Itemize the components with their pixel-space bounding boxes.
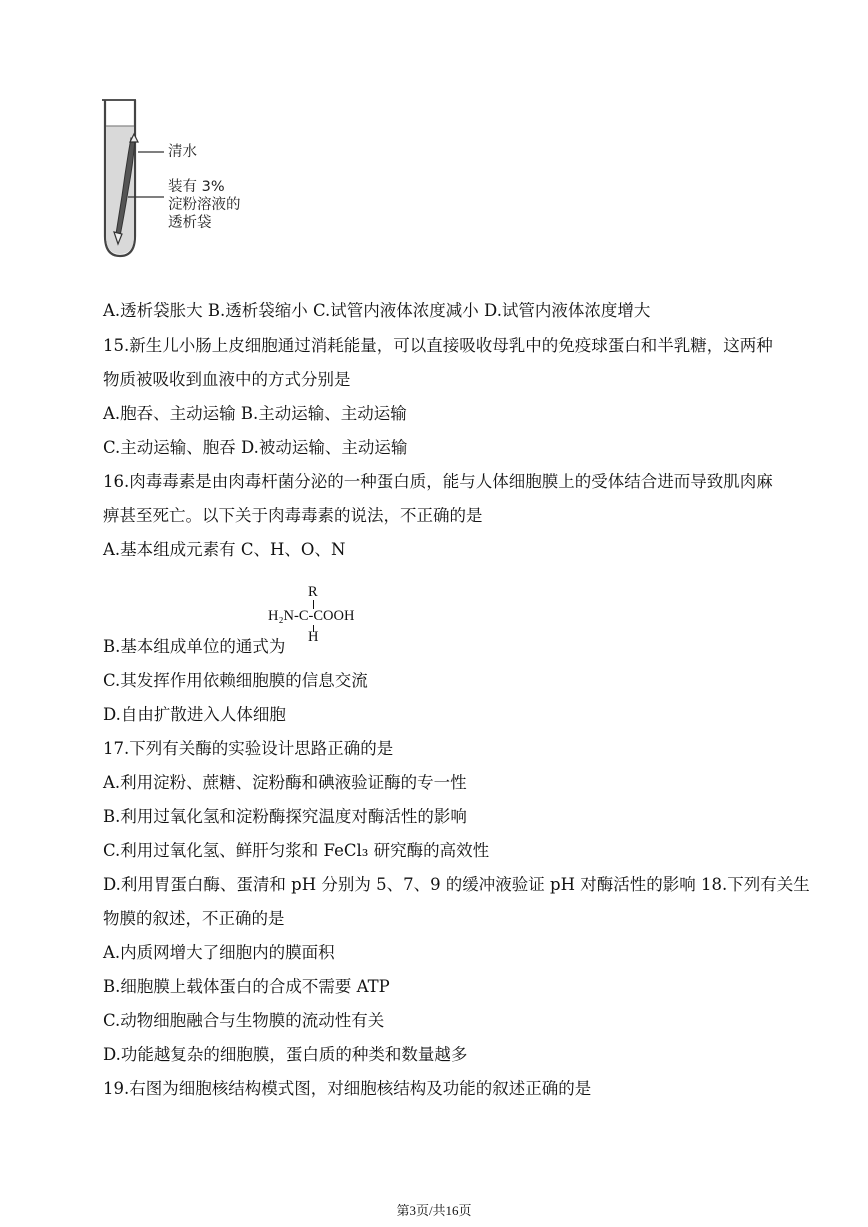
q15-options-cd: C.主动运输、胞吞 D.被动运输、主动运输 — [103, 438, 408, 457]
formula-h: H — [308, 629, 319, 645]
q18-option-b: B.细胞膜上载体蛋白的合成不需要 ATP — [103, 977, 390, 996]
q18-option-d: D.功能越复杂的细胞膜，蛋白质的种类和数量越多 — [103, 1045, 468, 1064]
q16-stem-line1: 16.肉毒毒素是由肉毒杆菌分泌的一种蛋白质，能与人体细胞膜上的受体结合进而导致肌肉麻 — [103, 472, 773, 491]
q18-option-a: A.内质网增大了细胞内的膜面积 — [103, 943, 335, 962]
q19-stem: 19.右图为细胞核结构模式图，对细胞核结构及功能的叙述正确的是 — [103, 1079, 592, 1098]
q17-stem: 17.下列有关酶的实验设计思路正确的是 — [103, 739, 394, 758]
formula-main: H₂N-C-COOH — [268, 608, 355, 624]
q16-option-c: C.其发挥作用依赖细胞膜的信息交流 — [103, 671, 368, 690]
q17-option-d-q18-stem: D.利用胃蛋白酶、蛋清和 pH 分别为 5、7、9 的缓冲液验证 pH 对酶活性的影响 18.下列有关生 — [103, 875, 810, 894]
q16-stem-line2: 痹甚至死亡。以下关于肉毒毒素的说法，不正确的是 — [103, 506, 483, 525]
q18-stem-line2: 物膜的叙述，不正确的是 — [103, 909, 285, 928]
label-bag-line3: 透析袋 — [168, 215, 212, 231]
q18-option-c: C.动物细胞融合与生物膜的流动性有关 — [103, 1011, 385, 1030]
q14-options: A.透析袋胀大 B.透析袋缩小 C.试管内液体浓度减小 D.试管内液体浓度增大 — [103, 301, 651, 320]
q17-option-b: B.利用过氧化氢和淀粉酶探究温度对酶活性的影响 — [103, 807, 467, 826]
label-bag-line2: 淀粉溶液的 — [168, 197, 241, 213]
label-water: 清水 — [168, 144, 197, 160]
amino-acid-formula — [268, 584, 378, 644]
q15-stem-line2: 物质被吸收到血液中的方式分别是 — [103, 370, 351, 389]
q15-options-ab: A.胞吞、主动运输 B.主动运输、主动运输 — [103, 404, 407, 423]
label-bag-line1: 装有 3% — [168, 179, 225, 195]
test-tube-figure — [100, 96, 270, 262]
q17-option-c: C.利用过氧化氢、鲜肝匀浆和 FeCl₃ 研究酶的高效性 — [103, 841, 490, 860]
q15-stem-line1: 15.新生儿小肠上皮细胞通过消耗能量，可以直接吸收母乳中的免疫球蛋白和半乳糖，这两种 — [103, 336, 773, 355]
q16-option-a: A.基本组成元素有 C、H、O、N — [103, 540, 346, 559]
formula-r: R — [308, 584, 318, 600]
q16-option-b: B.基本组成单位的通式为 — [103, 637, 286, 656]
q17-option-a: A.利用淀粉、蔗糖、淀粉酶和碘液验证酶的专一性 — [103, 773, 467, 792]
page-footer: 第3页/共16页 — [396, 1203, 472, 1218]
q16-option-d: D.自由扩散进入人体细胞 — [103, 705, 286, 724]
